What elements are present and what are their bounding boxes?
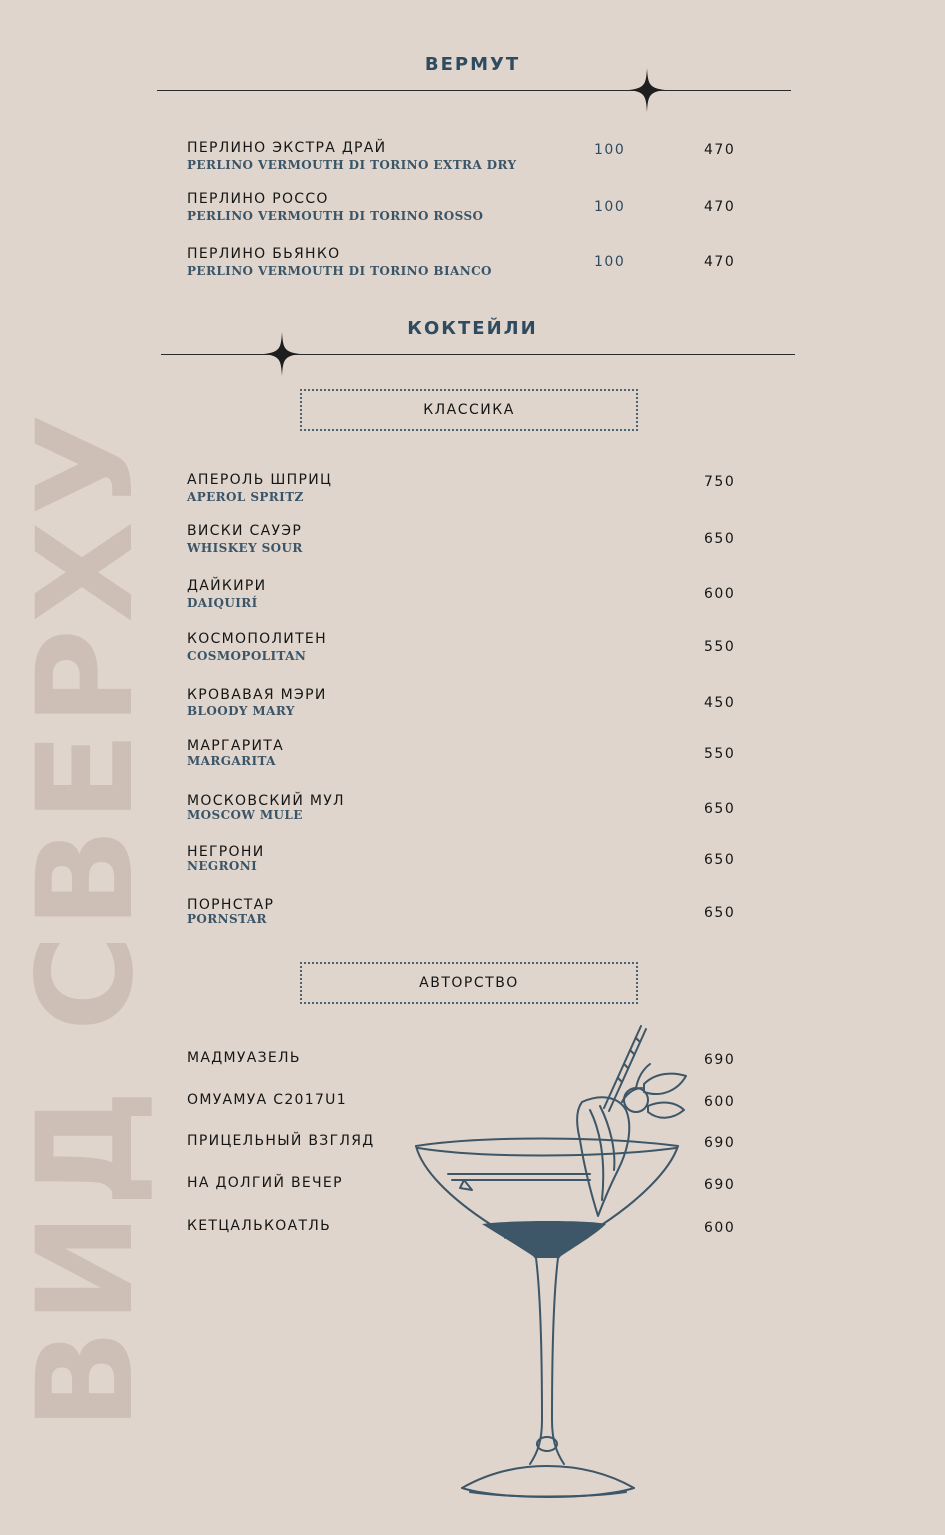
classic-item-sub: DAIQUIRÍ	[187, 596, 258, 610]
classic-item-sub: MOSCOW MULE	[187, 808, 303, 822]
signature-subsection-title: АВТОРСТВО	[419, 975, 519, 991]
cocktails-divider	[161, 354, 795, 355]
classic-item-sub: APEROL SPRITZ	[187, 490, 304, 504]
signature-item-price: 600	[704, 1094, 736, 1110]
classic-item-price: 650	[704, 852, 736, 868]
vermouth-item-sub: PERLINO VERMOUTH DI TORINO BIANCO	[187, 264, 492, 278]
signature-item-price: 690	[704, 1135, 736, 1151]
classic-item-name: МОСКОВСКИЙ МУЛ	[187, 793, 345, 809]
vermouth-item-price: 470	[704, 142, 736, 158]
vermouth-item-volume: 100	[594, 142, 626, 158]
cocktails-section-title: КОКТЕЙЛИ	[407, 318, 538, 339]
classic-item-name: ПОРНСТАР	[187, 897, 275, 913]
classic-item-sub: WHISKEY SOUR	[187, 541, 303, 555]
classic-subsection-title: КЛАССИКА	[423, 402, 515, 418]
signature-item-name: НА ДОЛГИЙ ВЕЧЕР	[187, 1175, 343, 1191]
classic-item-name: НЕГРОНИ	[187, 844, 265, 860]
vermouth-section-title: ВЕРМУТ	[424, 54, 521, 75]
classic-item-price: 650	[704, 801, 736, 817]
classic-item-name: МАРГАРИТА	[187, 738, 284, 754]
martini-glass-illustration	[400, 1020, 700, 1510]
signature-item-name: МАДМУАЗЕЛЬ	[187, 1050, 301, 1066]
vermouth-item-name: ПЕРЛИНО РОССО	[187, 191, 329, 207]
classic-item-sub: MARGARITA	[187, 754, 276, 768]
classic-item-price: 650	[704, 905, 736, 921]
classic-item-name: ВИСКИ САУЭР	[187, 523, 303, 539]
classic-item-price: 650	[704, 531, 736, 547]
classic-item-price: 600	[704, 586, 736, 602]
sparkle-star-icon	[629, 68, 665, 112]
classic-item-price: 550	[704, 639, 736, 655]
vermouth-item-volume: 100	[594, 199, 626, 215]
classic-item-name: АПЕРОЛЬ ШПРИЦ	[187, 472, 333, 488]
signature-item-price: 690	[704, 1052, 736, 1068]
classic-item-price: 450	[704, 695, 736, 711]
vermouth-item-volume: 100	[594, 254, 626, 270]
classic-item-price: 750	[704, 474, 736, 490]
sparkle-star-icon	[264, 332, 300, 376]
signature-item-price: 690	[704, 1177, 736, 1193]
vermouth-divider	[157, 90, 791, 91]
classic-item-name: ДАЙКИРИ	[187, 578, 267, 594]
classic-item-sub: COSMOPOLITAN	[187, 649, 307, 663]
vermouth-item-sub: PERLINO VERMOUTH DI TORINO ROSSO	[187, 209, 484, 223]
side-word-vid-sverkhu: ВИД СВЕРХУ	[9, 407, 163, 1430]
signature-item-name: КЕТЦАЛЬКОАТЛЬ	[187, 1218, 332, 1234]
signature-item-name: ПРИЦЕЛЬНЫЙ ВЗГЛЯД	[187, 1133, 375, 1149]
classic-item-price: 550	[704, 746, 736, 762]
signature-subsection-box	[300, 962, 638, 1004]
vermouth-item-name: ПЕРЛИНО БЬЯНКО	[187, 246, 341, 262]
vermouth-item-price: 470	[704, 254, 736, 270]
signature-item-name: ОМУАМУА С2017U1	[187, 1092, 347, 1108]
classic-item-name: КРОВАВАЯ МЭРИ	[187, 687, 327, 703]
signature-item-price: 600	[704, 1220, 736, 1236]
classic-item-sub: BLOODY MARY	[187, 704, 295, 718]
vermouth-item-price: 470	[704, 199, 736, 215]
vermouth-item-sub: PERLINO VERMOUTH DI TORINO EXTRA DRY	[187, 158, 517, 172]
vermouth-item-name: ПЕРЛИНО ЭКСТРА ДРАЙ	[187, 140, 387, 156]
classic-item-sub: PORNSTAR	[187, 912, 267, 926]
classic-subsection-box	[300, 389, 638, 431]
classic-item-name: КОСМОПОЛИТЕН	[187, 631, 327, 647]
classic-item-sub: NEGRONI	[187, 859, 258, 873]
